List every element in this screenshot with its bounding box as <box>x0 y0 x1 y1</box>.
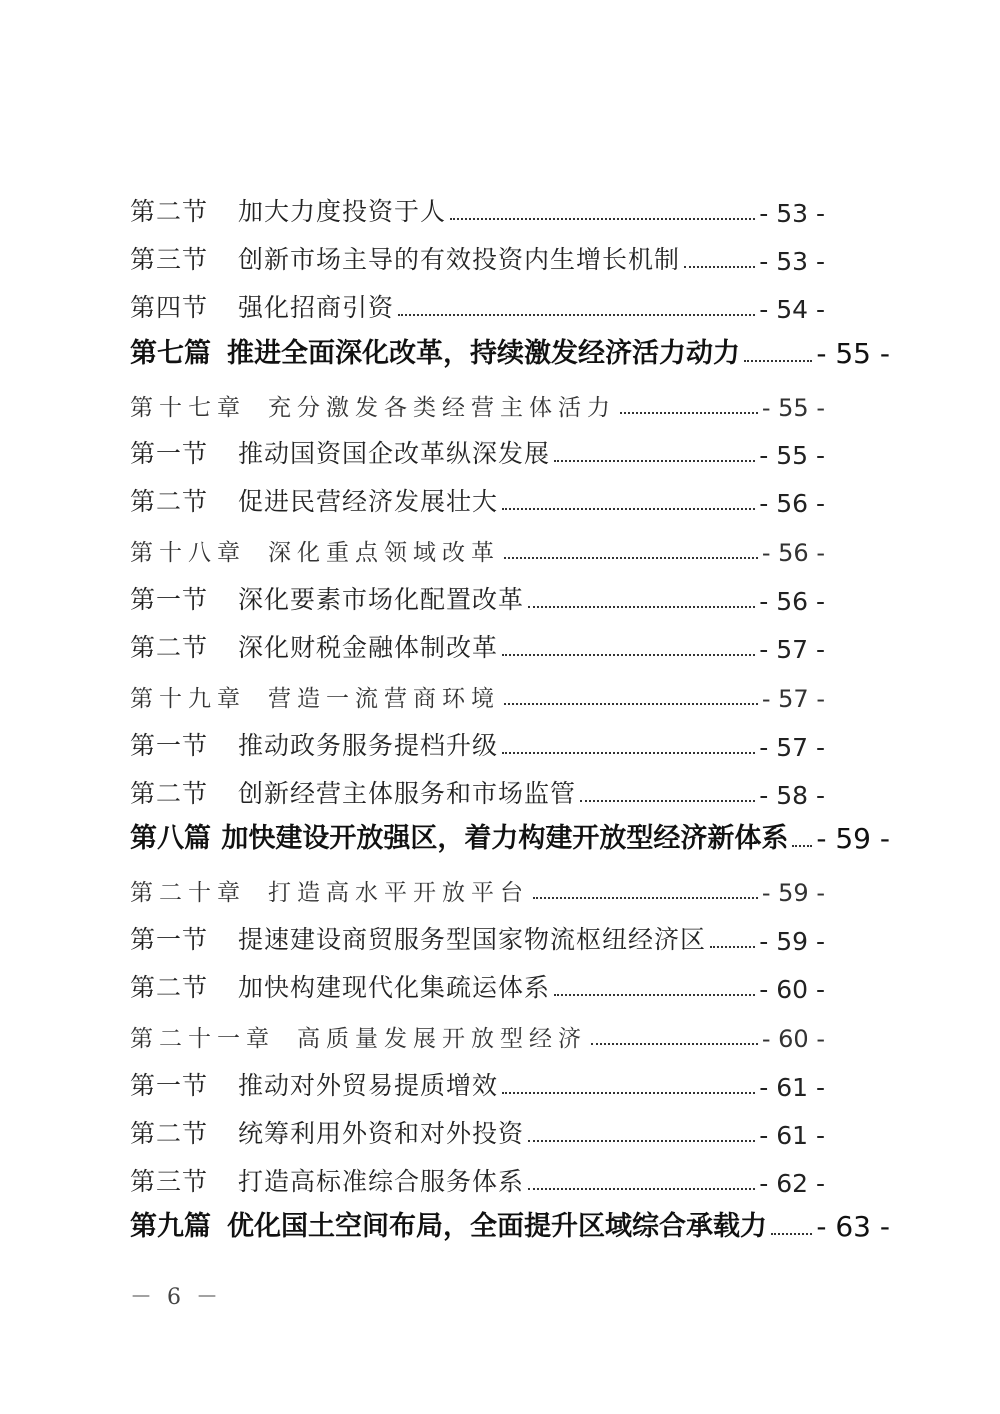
toc-label: 第二十一章 <box>130 1026 275 1052</box>
toc-label: 第二节 <box>130 197 209 226</box>
toc-leader <box>710 946 755 948</box>
toc-title: 提速建设商贸服务型国家物流枢纽经济区 <box>238 925 707 954</box>
toc-leader <box>502 752 755 754</box>
toc-title: 加快建设开放强区，着力构建开放型经济新体系 <box>221 823 789 854</box>
toc-chapter-entry[interactable] <box>130 867 825 907</box>
toc-entry[interactable] <box>130 1110 825 1150</box>
toc-leader <box>554 994 755 996</box>
toc-leader <box>504 557 758 559</box>
page-number: － 6 － <box>130 1285 222 1310</box>
toc-label: 第二十章 <box>130 880 246 906</box>
toc-title: 高质量发展开放型经济 <box>297 1026 587 1052</box>
toc-page: - 59 - <box>761 879 825 907</box>
toc-entry[interactable] <box>130 916 825 956</box>
toc-leader <box>580 800 755 802</box>
toc-title: 推动对外贸易提质增效 <box>238 1071 499 1100</box>
toc-title: 加快构建现代化集疏运体系 <box>238 973 551 1002</box>
toc-label: 第十九章 <box>130 686 246 712</box>
toc-page: - 58 - <box>759 781 825 810</box>
toc-title: 强化招商引资 <box>238 293 395 322</box>
toc-title: 充分激发各类经营主体活力 <box>268 395 616 421</box>
toc-label: 第二节 <box>130 1119 209 1148</box>
toc-label: 第十八章 <box>130 540 246 566</box>
toc-title: 促进民营经济发展壮大 <box>238 487 499 516</box>
toc-title: 统筹利用外资和对外投资 <box>238 1119 525 1148</box>
toc-entry[interactable] <box>130 1062 825 1102</box>
toc-page: - 62 - <box>759 1169 825 1198</box>
toc-label: 第九篇 <box>130 1211 211 1242</box>
toc-entry[interactable] <box>130 770 825 810</box>
toc-entry[interactable] <box>130 430 825 470</box>
toc-leader <box>792 845 812 847</box>
toc-label: 第一节 <box>130 1071 209 1100</box>
toc-title: 推动国资国企改革纵深发展 <box>238 439 551 468</box>
toc-entry[interactable] <box>130 1158 825 1198</box>
toc-page: - 56 - <box>759 489 825 518</box>
toc-page: - 59 - <box>759 927 825 956</box>
toc-chapter-entry[interactable] <box>130 382 825 422</box>
toc-title: 加大力度投资于人 <box>238 197 447 226</box>
toc-part-entry[interactable] <box>130 815 890 855</box>
toc-entry[interactable] <box>130 188 825 228</box>
toc-leader <box>528 1140 755 1142</box>
toc-entry[interactable] <box>130 576 825 616</box>
toc-page: - 54 - <box>759 295 825 324</box>
toc-label: 第二节 <box>130 487 209 516</box>
toc-label: 第十七章 <box>130 395 246 421</box>
toc-part-entry[interactable] <box>130 330 890 370</box>
toc-page: - 61 - <box>759 1121 825 1150</box>
toc-page: - 53 - <box>759 199 825 228</box>
toc-title: 打造高水平开放平台 <box>268 880 529 906</box>
toc-page: - 56 - <box>761 539 825 567</box>
toc-leader <box>502 654 755 656</box>
toc-label: 第三节 <box>130 245 209 274</box>
toc-label: 第八篇 <box>130 823 211 854</box>
toc-leader <box>450 218 755 220</box>
toc-page: - 60 - <box>761 1025 825 1053</box>
toc-leader <box>771 1233 812 1235</box>
toc-leader <box>502 1092 755 1094</box>
toc-label: 第三节 <box>130 1167 209 1196</box>
toc-title: 深化要素市场化配置改革 <box>238 585 525 614</box>
toc-title: 营造一流营商环境 <box>268 686 500 712</box>
toc-chapter-entry[interactable] <box>130 527 825 567</box>
toc-title: 创新经营主体服务和市场监管 <box>238 779 577 808</box>
toc-leader <box>502 508 755 510</box>
toc-leader <box>504 703 758 705</box>
toc-page: - 57 - <box>759 635 825 664</box>
toc-title: 打造高标准综合服务体系 <box>238 1167 525 1196</box>
toc-chapter-entry[interactable] <box>130 1013 825 1053</box>
toc-page: - 59 - <box>816 822 890 855</box>
toc-page: - 57 - <box>759 733 825 762</box>
toc-label: 第二节 <box>130 633 209 662</box>
toc-label: 第一节 <box>130 439 209 468</box>
toc-title: 创新市场主导的有效投资内生增长机制 <box>238 245 681 274</box>
toc-title: 优化国土空间布局，全面提升区域综合承载力 <box>227 1211 767 1242</box>
toc-label: 第一节 <box>130 585 209 614</box>
toc-entry[interactable] <box>130 478 825 518</box>
toc-label: 第二节 <box>130 973 209 1002</box>
toc-leader <box>528 606 755 608</box>
toc-title: 推动政务服务提档升级 <box>238 731 499 760</box>
toc-page: - 55 - <box>816 337 890 370</box>
toc-title: 深化重点领域改革 <box>268 540 500 566</box>
toc-title: 推进全面深化改革，持续激发经济活力动力 <box>227 338 740 369</box>
toc-chapter-entry[interactable] <box>130 673 825 713</box>
toc-title: 深化财税金融体制改革 <box>238 633 499 662</box>
toc-leader <box>533 897 758 899</box>
toc-entry[interactable] <box>130 624 825 664</box>
toc-page: - 57 - <box>761 685 825 713</box>
toc-page: - 61 - <box>759 1073 825 1102</box>
toc-entry[interactable] <box>130 722 825 762</box>
toc-page: - 55 - <box>759 441 825 470</box>
toc-label: 第七篇 <box>130 338 211 369</box>
toc-entry[interactable] <box>130 284 825 324</box>
toc-leader <box>684 266 755 268</box>
toc-label: 第四节 <box>130 293 209 322</box>
toc-page: - 63 - <box>816 1210 890 1243</box>
toc-label: 第二节 <box>130 779 209 808</box>
toc-leader <box>398 314 755 316</box>
toc-leader <box>554 460 755 462</box>
toc-page: - 56 - <box>759 587 825 616</box>
toc-page: - 55 - <box>761 394 825 422</box>
toc-leader <box>744 360 812 362</box>
toc-label: 第一节 <box>130 925 209 954</box>
toc-leader <box>591 1043 758 1045</box>
toc-entry[interactable] <box>130 964 825 1004</box>
toc-leader <box>528 1188 755 1190</box>
toc-page: - 53 - <box>759 247 825 276</box>
toc-part-entry[interactable] <box>130 1203 890 1243</box>
toc-page: - 60 - <box>759 975 825 1004</box>
toc-entry[interactable] <box>130 236 825 276</box>
toc-label: 第一节 <box>130 731 209 760</box>
toc-leader <box>620 412 758 414</box>
